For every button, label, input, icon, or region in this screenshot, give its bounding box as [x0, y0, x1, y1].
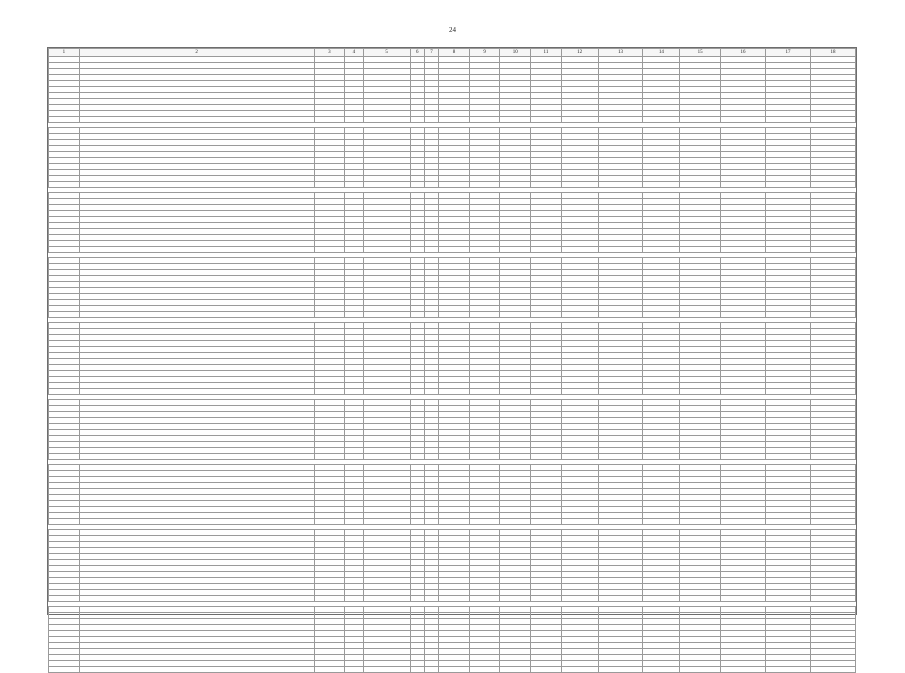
- table-cell: [49, 667, 80, 673]
- column-header: 15: [680, 49, 721, 57]
- table-cell: [424, 667, 438, 673]
- column-header: 3: [314, 49, 345, 57]
- column-header: 6: [410, 49, 424, 57]
- data-table-sheet: [47, 47, 857, 615]
- column-header: 7: [424, 49, 438, 57]
- column-header: 2: [79, 49, 314, 57]
- column-header: 12: [561, 49, 598, 57]
- table-row: [49, 667, 856, 673]
- table-cell: [314, 667, 345, 673]
- column-header: 18: [810, 49, 855, 57]
- table-cell: [439, 667, 470, 673]
- table-cell: [410, 667, 424, 673]
- table-cell: [345, 667, 363, 673]
- page-number: 24: [449, 26, 456, 34]
- table-cell: [469, 667, 500, 673]
- table-cell: [561, 667, 598, 673]
- table-cell: [598, 667, 643, 673]
- table-cell: [531, 667, 562, 673]
- column-header: 5: [363, 49, 410, 57]
- column-header: 17: [766, 49, 811, 57]
- column-header: 9: [469, 49, 500, 57]
- table-cell: [363, 667, 410, 673]
- table-cell: [79, 667, 314, 673]
- table-cell: [643, 667, 680, 673]
- column-header: 10: [500, 49, 531, 57]
- column-header: 4: [345, 49, 363, 57]
- table-cell: [766, 667, 811, 673]
- column-header: 8: [439, 49, 470, 57]
- column-header: 16: [721, 49, 766, 57]
- column-header: 13: [598, 49, 643, 57]
- data-table: [48, 48, 856, 673]
- table-cell: [810, 667, 855, 673]
- table-cell: [680, 667, 721, 673]
- table-cell: [500, 667, 531, 673]
- table-header-row: [49, 49, 856, 57]
- table-body: [49, 57, 856, 673]
- column-header: 14: [643, 49, 680, 57]
- column-header: 1: [49, 49, 80, 57]
- table-cell: [721, 667, 766, 673]
- column-header: 11: [531, 49, 562, 57]
